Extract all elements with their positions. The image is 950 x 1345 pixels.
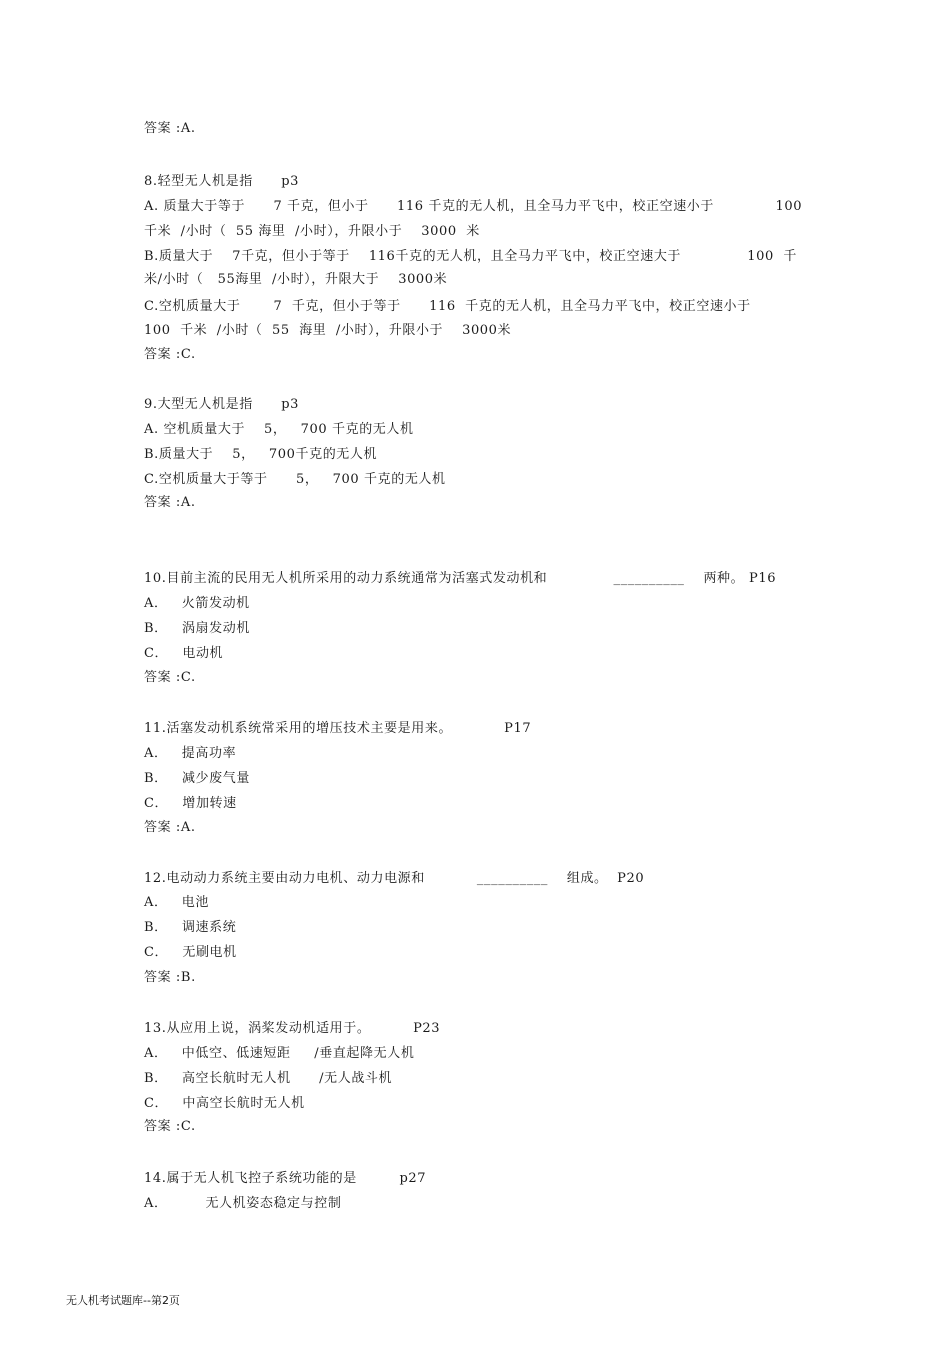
option-8c-2: 100 千米 /小时（ 55 海里 /小时），升限小于 3000米 <box>144 323 512 338</box>
question-8: 8.轻型无人机是指 p3 <box>144 174 299 189</box>
option-10a: A． 火箭发动机 <box>144 596 250 611</box>
option-12b: B． 调速系统 <box>144 920 237 935</box>
option-10b: B． 涡扇发动机 <box>144 621 250 636</box>
option-11c: C． 增加转速 <box>144 796 237 811</box>
option-8b-1: B.质量大于 7千克，但小于等于 116千克的无人机，且全马力平飞中，校正空速大于 100 千 <box>144 249 797 264</box>
option-13b: B． 高空长航时无人机 /无人战斗机 <box>144 1071 393 1086</box>
answer-7: 答案 :A. <box>144 121 196 136</box>
question-14: 14.属于无人机飞控子系统功能的是 p27 <box>144 1171 427 1186</box>
option-14a: A． 无人机姿态稳定与控制 <box>144 1196 342 1211</box>
question-12: 12.电动动力系统主要由动力电机、动力电源和 __________ 组成。 P20 <box>144 871 645 886</box>
option-10c: C． 电动机 <box>144 646 224 661</box>
answer-12: 答案 :B. <box>144 970 196 985</box>
option-8c-1: C.空机质量大于 7 千克，但小于等于 116 千克的无人机，且全马力平飞中，校正空速小于 <box>144 299 751 314</box>
question-11: 11.活塞发动机系统常采用的增压技术主要是用来。 P17 <box>144 721 532 736</box>
option-8a-2: 千米 /小时（ 55 海里 /小时），升限小于 3000 米 <box>144 224 480 239</box>
option-8a-1: A. 质量大于等于 7 千克，但小于 116 千克的无人机，且全马力平飞中，校正空速小于 100 <box>144 199 803 214</box>
option-13a: A． 中低空、低速短距 /垂直起降无人机 <box>144 1046 415 1061</box>
option-13c: C． 中高空长航时无人机 <box>144 1096 305 1111</box>
option-11a: A． 提高功率 <box>144 746 237 761</box>
option-9c: C.空机质量大于等于 5， 700 千克的无人机 <box>144 472 446 487</box>
option-11b: B． 减少废气量 <box>144 771 250 786</box>
answer-13: 答案 :C. <box>144 1119 196 1134</box>
option-8b-2: 米/小时（ 55海里 /小时），升限大于 3000米 <box>144 272 448 287</box>
option-9b: B.质量大于 5， 700千克的无人机 <box>144 447 378 462</box>
answer-10: 答案 :C. <box>144 670 196 685</box>
answer-11: 答案 :A. <box>144 820 196 835</box>
answer-9: 答案 :A. <box>144 495 196 510</box>
page-footer: 无人机考试题库--第2页 <box>66 1294 180 1307</box>
option-12a: A． 电池 <box>144 895 209 910</box>
answer-8: 答案 :C. <box>144 347 196 362</box>
question-10: 10.目前主流的民用无人机所采用的动力系统通常为活塞式发动机和 __________ 两种。 P16 <box>144 571 777 586</box>
option-9a: A. 空机质量大于 5， 700 千克的无人机 <box>144 422 414 437</box>
question-9: 9.大型无人机是指 p3 <box>144 397 299 412</box>
option-12c: C． 无刷电机 <box>144 945 237 960</box>
question-13: 13.从应用上说，涡桨发动机适用于。 P23 <box>144 1021 441 1036</box>
